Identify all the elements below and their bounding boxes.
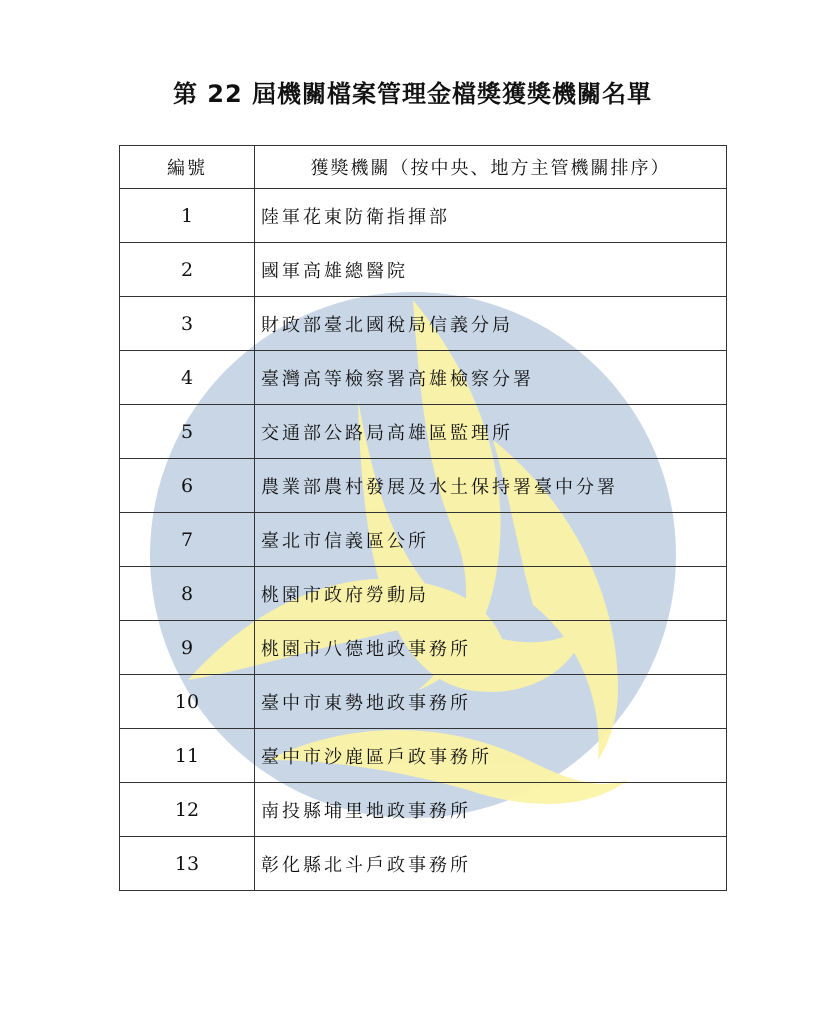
row-number: 10	[120, 675, 255, 729]
table-row	[120, 783, 727, 837]
row-number: 12	[120, 783, 255, 837]
table-row	[120, 513, 727, 567]
row-number: 5	[120, 405, 255, 459]
agency-name: 臺北市信義區公所	[255, 513, 727, 567]
agency-name: 農業部農村發展及水土保持署臺中分署	[255, 459, 727, 513]
column-header-agency: 獲獎機關（按中央、地方主管機關排序）	[255, 146, 727, 189]
row-number: 8	[120, 567, 255, 621]
agency-name: 南投縣埔里地政事務所	[255, 783, 727, 837]
agency-name: 臺中市沙鹿區戶政事務所	[255, 729, 727, 783]
row-number: 9	[120, 621, 255, 675]
row-number: 1	[120, 189, 255, 243]
table-row	[120, 243, 727, 297]
agency-name: 陸軍花東防衛指揮部	[255, 189, 727, 243]
row-number: 2	[120, 243, 255, 297]
row-number: 13	[120, 837, 255, 891]
table-row	[120, 459, 727, 513]
table-row	[120, 621, 727, 675]
table-row	[120, 837, 727, 891]
table-row	[120, 351, 727, 405]
table-row	[120, 729, 727, 783]
table-row	[120, 405, 727, 459]
table-row	[120, 675, 727, 729]
table-header-row	[120, 146, 727, 189]
column-header-number: 編號	[120, 146, 255, 189]
row-number: 6	[120, 459, 255, 513]
page-title: 第 22 屆機關檔案管理金檔獎獲獎機關名單	[172, 80, 653, 108]
row-number: 4	[120, 351, 255, 405]
agency-name: 國軍高雄總醫院	[255, 243, 727, 297]
table-row	[120, 189, 727, 243]
row-number: 7	[120, 513, 255, 567]
award-agency-table	[119, 145, 727, 891]
agency-name: 桃園市八德地政事務所	[255, 621, 727, 675]
table-row	[120, 567, 727, 621]
agency-name: 臺中市東勢地政事務所	[255, 675, 727, 729]
agency-name: 臺灣高等檢察署高雄檢察分署	[255, 351, 727, 405]
row-number: 11	[120, 729, 255, 783]
row-number: 3	[120, 297, 255, 351]
agency-name: 彰化縣北斗戶政事務所	[255, 837, 727, 891]
table-row	[120, 297, 727, 351]
agency-name: 桃園市政府勞動局	[255, 567, 727, 621]
agency-name: 交通部公路局高雄區監理所	[255, 405, 727, 459]
agency-name: 財政部臺北國稅局信義分局	[255, 297, 727, 351]
